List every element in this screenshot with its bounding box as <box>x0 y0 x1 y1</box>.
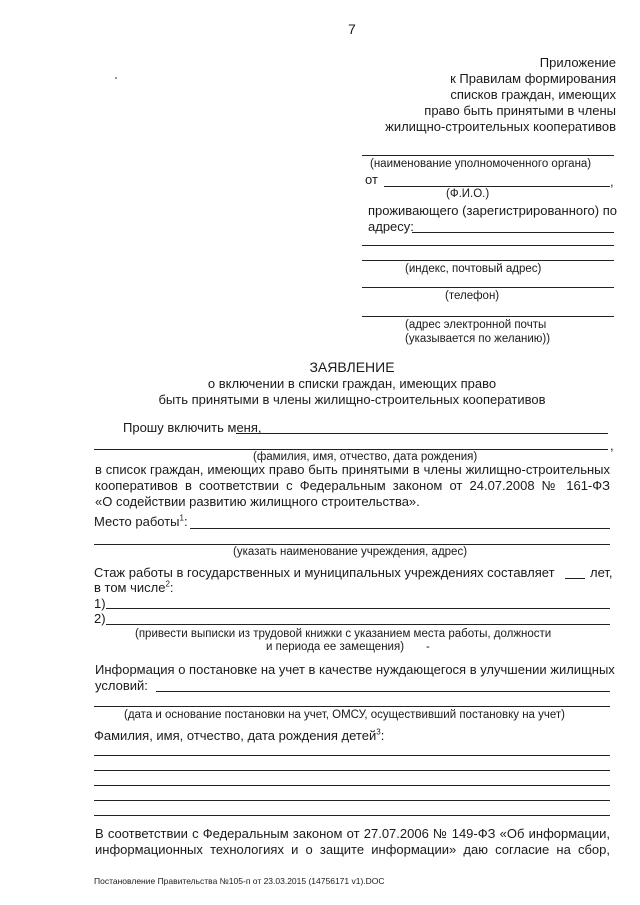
exp-caption-1: (привести выписки из трудовой книжки с указанием места работы, должности <box>135 628 552 640</box>
address-line-2 <box>362 245 614 246</box>
para1-line-2: кооперативов в соответствии с Федеральным законом от 24.07.2008 № 161-ФЗ <box>95 478 610 493</box>
annex-line-3: списков граждан, имеющих <box>450 87 616 102</box>
index-caption: (индекс, почтовый адрес) <box>405 263 542 275</box>
para1-line-3: «О содействии развитию жилищного строительства». <box>95 494 420 509</box>
exp-line-1: Стаж работы в государственных и муниципальных учреждениях составляет <box>94 565 555 580</box>
exp-line-2: в том числе$^2$: <box>94 579 174 595</box>
annex-line-5: жилищно-строительных кооперативов <box>385 119 616 134</box>
exp-years: лет, <box>590 565 613 580</box>
children-line-5 <box>94 815 610 816</box>
exp-line-2-text: в том числе <box>94 580 166 595</box>
address-line-1 <box>412 232 614 233</box>
request-label: Прошу включить меня, <box>123 420 262 435</box>
name-caption: (фамилия, имя, отчество, дата рождения) <box>253 451 478 463</box>
reg-caption: (дата и основание постановки на учет, ОМСУ, осуществивший постановку на учет) <box>124 709 565 721</box>
page-number: 7 <box>348 21 356 37</box>
comma-mark: , <box>610 174 614 189</box>
subtitle-line-1: о включении в списки граждан, имеющих право <box>207 376 497 391</box>
email-line <box>362 316 614 317</box>
authority-caption: (наименование уполномоченного органа) <box>370 158 592 170</box>
work-label: Место работы$^1$: <box>94 513 188 529</box>
children-line-2 <box>94 770 610 771</box>
authority-line <box>362 155 614 156</box>
footnote-1: 1 <box>179 513 184 523</box>
dash-mark: - <box>426 641 430 653</box>
reg-line-2-rule <box>94 706 610 707</box>
work-line-2 <box>94 544 610 545</box>
address-line-3 <box>362 260 614 261</box>
request-line-2 <box>94 449 608 450</box>
exp-caption-2: и периода ее замещения) <box>266 641 405 653</box>
consent-line-2: информационных технологиях и о защите информации» даю согласие на сбор, <box>95 842 610 857</box>
reg-line <box>156 691 610 692</box>
comma-mark-2: , <box>610 438 614 453</box>
email-caption-2: (указывается по желанию)) <box>405 333 551 345</box>
children-label-text: Фамилия, имя, отчество, дата рождения детей <box>94 728 377 743</box>
annex-line-4: право быть принятыми в члены <box>424 103 616 118</box>
consent-line-1: В соответствии с Федеральным законом от 27.07.2006 № 149-ФЗ «Об информации, <box>95 826 610 841</box>
item-2-line <box>106 624 610 625</box>
scan-dot <box>115 77 117 79</box>
phone-line <box>362 287 614 288</box>
work-line <box>190 528 610 529</box>
children-line-4 <box>94 800 610 801</box>
item-1-line <box>106 608 610 609</box>
residing-line-2: адресу: <box>368 219 414 234</box>
fio-caption: (Ф.И.О.) <box>446 188 490 200</box>
children-line-1 <box>94 755 610 756</box>
footer-doc-ref: Постановление Правительства №105-п от 23.03.2015 (14756171 v1).DOC <box>94 876 385 886</box>
work-caption: (указать наименование учреждения, адрес) <box>233 546 468 558</box>
from-line <box>384 186 610 187</box>
para1-line-1: в список граждан, имеющих право быть принятыми в члены жилищно-строительных <box>95 462 610 477</box>
annex-line-2: к Правилам формирования <box>450 71 616 86</box>
footnote-2: 2 <box>165 579 170 589</box>
reg-line-2: условий: <box>95 678 148 693</box>
item-2: 2) <box>94 611 106 626</box>
residing-line-1: проживающего (зарегистрированного) по <box>368 203 617 218</box>
from-label: от <box>365 172 378 187</box>
years-line <box>565 578 585 579</box>
subtitle-line-2: быть принятыми в члены жилищно-строительных кооперативов <box>158 392 546 407</box>
document-title: ЗАЯВЛЕНИЕ <box>309 359 395 375</box>
annex-line-1: Приложение <box>539 55 616 70</box>
footnote-3: 3 <box>376 727 381 737</box>
work-label-text: Место работы <box>94 514 180 529</box>
children-label: Фамилия, имя, отчество, дата рождения детей$^3$: <box>94 727 385 743</box>
children-line-3 <box>94 785 610 786</box>
phone-caption: (телефон) <box>445 290 500 302</box>
email-caption-1: (адрес электронной почты <box>405 319 547 331</box>
reg-line-1: Информация о постановке на учет в качестве нуждающегося в улучшении жилищных <box>95 662 615 677</box>
request-line <box>236 433 608 434</box>
item-1: 1) <box>94 596 106 611</box>
